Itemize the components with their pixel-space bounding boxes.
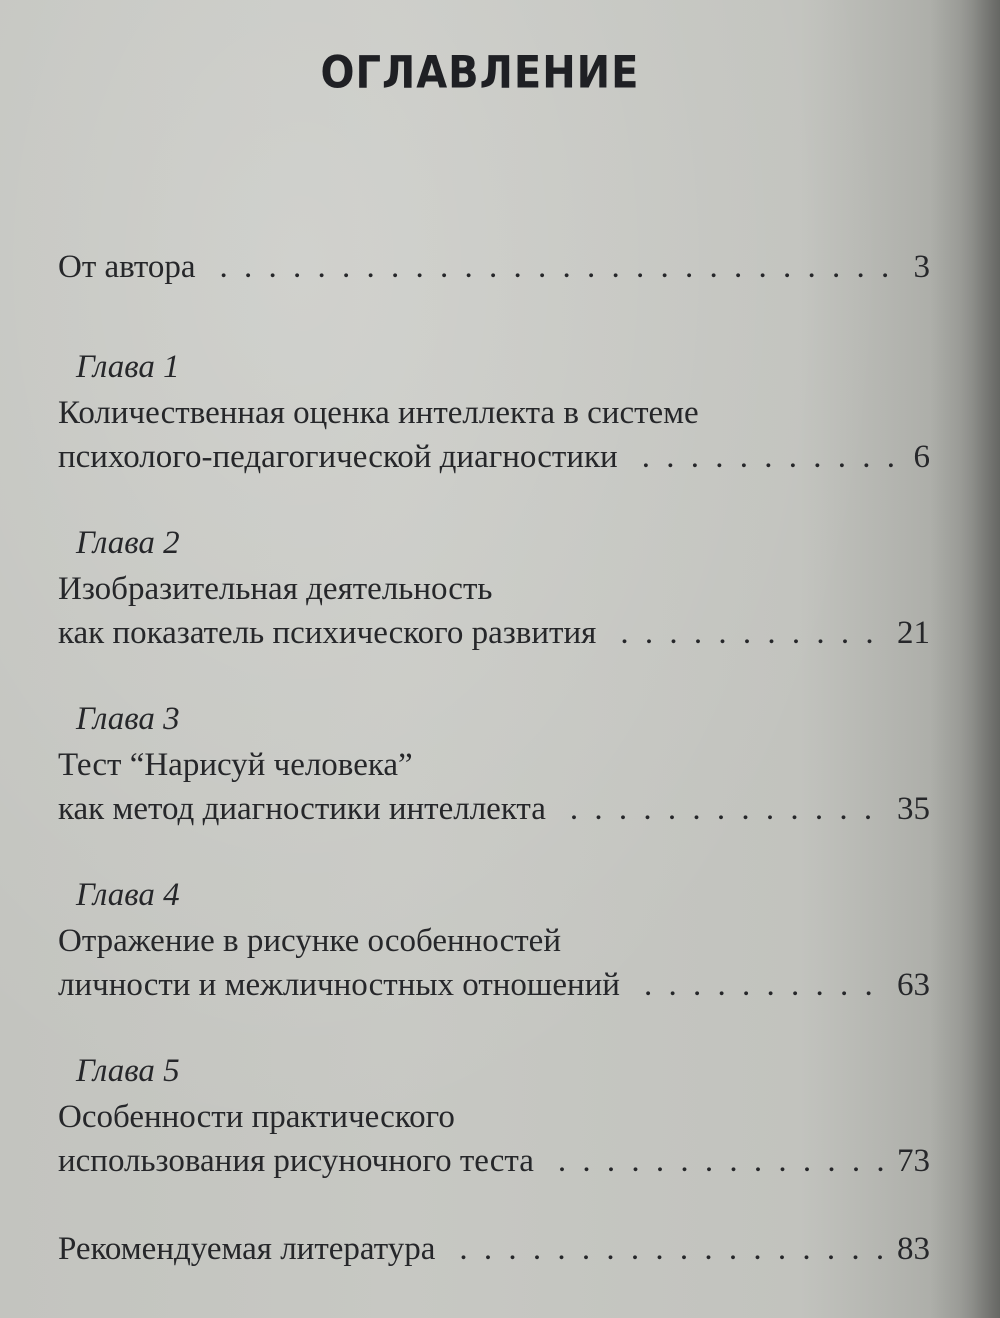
dot-leader (220, 245, 906, 289)
toc-entry-title: как метод диагностики интеллекта (58, 791, 546, 827)
chapter-label: Глава 1 (76, 349, 180, 385)
toc-entry-title: Количественная оценка интеллекта в системе (58, 395, 699, 431)
toc-entry-title: как показатель психического развития (58, 615, 597, 651)
page-title: ОГЛАВЛЕНИЕ (320, 47, 640, 99)
toc-page-number: 63 (897, 967, 930, 1003)
toc-page-number: 73 (897, 1143, 930, 1179)
dot-leader (558, 1139, 889, 1183)
toc-entry-line (58, 963, 930, 1007)
toc-page-number: 3 (913, 249, 930, 285)
toc-entry-title: Изобразительная деятельность (58, 571, 493, 607)
toc-entry-line (58, 611, 930, 655)
chapter-label: Глава 5 (76, 1053, 180, 1089)
toc-entry-title: Тест “Нарисуй человека” (58, 747, 413, 783)
toc-entry-literature (58, 1227, 930, 1271)
toc-entry-line (58, 1139, 930, 1183)
toc-entry-line (58, 1227, 930, 1271)
spine-shadow (930, 0, 1000, 1318)
toc-page-number: 6 (913, 439, 930, 475)
chapter-label: Глава 3 (76, 701, 180, 737)
toc-entry-foreword (58, 245, 930, 289)
toc-entry-title: личности и межличностных отношений (58, 967, 620, 1003)
toc-entry-line (58, 787, 930, 831)
table-of-contents (58, 245, 930, 1315)
toc-entry-chapter-5 (58, 1051, 930, 1183)
toc-entry-title: От автора (58, 249, 196, 285)
toc-entry-title: использования рисуночного теста (58, 1143, 534, 1179)
dot-leader (642, 435, 906, 479)
toc-entry-title: психолого-педагогической диагностики (58, 439, 618, 475)
dot-leader (644, 963, 889, 1007)
dot-leader (570, 787, 889, 831)
toc-page-number: 35 (897, 791, 930, 827)
toc-page-number: 83 (897, 1231, 930, 1267)
dot-leader (459, 1227, 889, 1271)
dot-leader (620, 611, 889, 655)
toc-entry-chapter-2 (58, 523, 930, 655)
toc-entry-line (58, 245, 930, 289)
toc-entry-chapter-1 (58, 347, 930, 479)
toc-entry-line (58, 435, 930, 479)
chapter-label: Глава 2 (76, 525, 180, 561)
toc-entry-chapter-4 (58, 875, 930, 1007)
toc-page-number: 21 (897, 615, 930, 651)
toc-entry-chapter-3 (58, 699, 930, 831)
toc-entry-title: Особенности практического (58, 1099, 455, 1135)
toc-entry-title: Отражение в рисунке особенностей (58, 923, 561, 959)
chapter-label: Глава 4 (76, 877, 180, 913)
toc-entry-title: Рекомендуемая литература (58, 1231, 436, 1267)
